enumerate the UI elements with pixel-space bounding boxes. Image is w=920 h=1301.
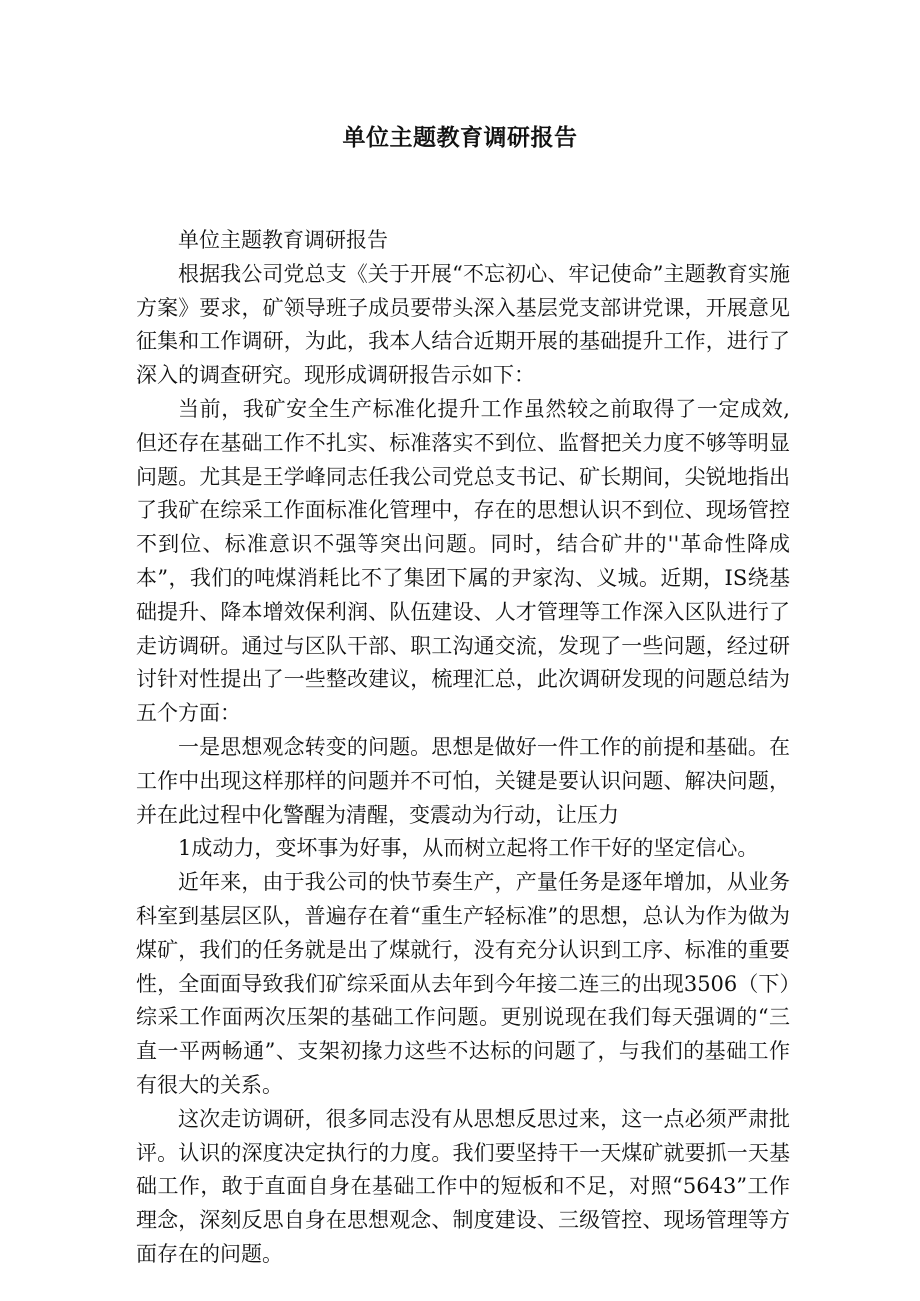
paragraph-recent-years: 近年来，由于我公司的快节奏生产，产量任务是逐年增加，从业务科室到基层区队，普遍存在着“重生产轻标准”的思想，总认为作为做为煤矿，我们的任务就是出了煤就行，没有充分认识到工序、标准的重要性，全面面导致我们矿综采面从去年到今年接二连三的出现3506（下）综采工作面两次压架的基础工作问题。更别说现在我们每天强调的“三直一平两畅通”、支架初掾力这些不达标的问题了，与我们的基础工作有很大的关系。 [136,870,790,1097]
paragraph-visit-survey: 这次走访调研，很多同志没有从思想反思过来，这一点必须严肃批评。认识的深度决定执行的力度。我们要坚持干一天煤矿就要抓一天基础工作，敢于直面自身在基础工作中的短板和不足，对照“5643”工作理念，深刻反思自身在思想观念、制度建设、三级管控、现场管理等方面存在的问题。 [136,1106,790,1266]
paragraph-intro: 根据我公司党总支《关于开展“不忘初心、牢记使命”主题教育实施方案》要求，矿领导班子成员要带头深入基层党支部讲党课，开展意见征集和工作调研，为此，我本人结合近期开展的基础提升工作，进行了深入的调查研究。现形成调研报告示如下： [136,261,790,388]
paragraph-subtitle: 单位主题教育调研报告 [178,228,388,252]
paragraph-issue-one-continued: 1成动力，变坏事为好事，从而树立起将工作干好的坚定信心。 [178,836,759,861]
paragraph-current-status: 当前，我矿安全生产标准化提升工作虽然较之前取得了一定成效,但还存在基础工作不扎实、标准落实不到位、监督把关力度不够等明显问题。尤其是王学峰同志任我公司党总支书记、矿长期间，尖锐地指出了我矿在综采工作面标准化管理中，存在的思想认识不到位、现场管控不到位、标准意识不强等突出问题。同时，结合矿井的''革命性降成本”，我们的吨煤消耗比不了集团下属的尹家沟、义城。近期，IS绕基础提升、降本增效保利润、队伍建设、人才管理等工作深入区队进行了走访调研。通过与区队干部、职工沟通交流，发现了一些问题，经过研讨针对性提出了一些整改建议，梳理汇总，此次调研发现的问题总结为五个方面： [136,396,790,726]
paragraph-issue-one: 一是思想观念转变的问题。思想是做好一件工作的前提和基础。在工作中出现这样那样的问题并不可怕，关键是要认识问题、解决问题，并在此过程中化警醒为清醒，变震动为行动，让压力 [136,734,790,827]
document-body [136,224,790,1272]
document-title: 单位主题教育调研报告 [342,125,578,151]
